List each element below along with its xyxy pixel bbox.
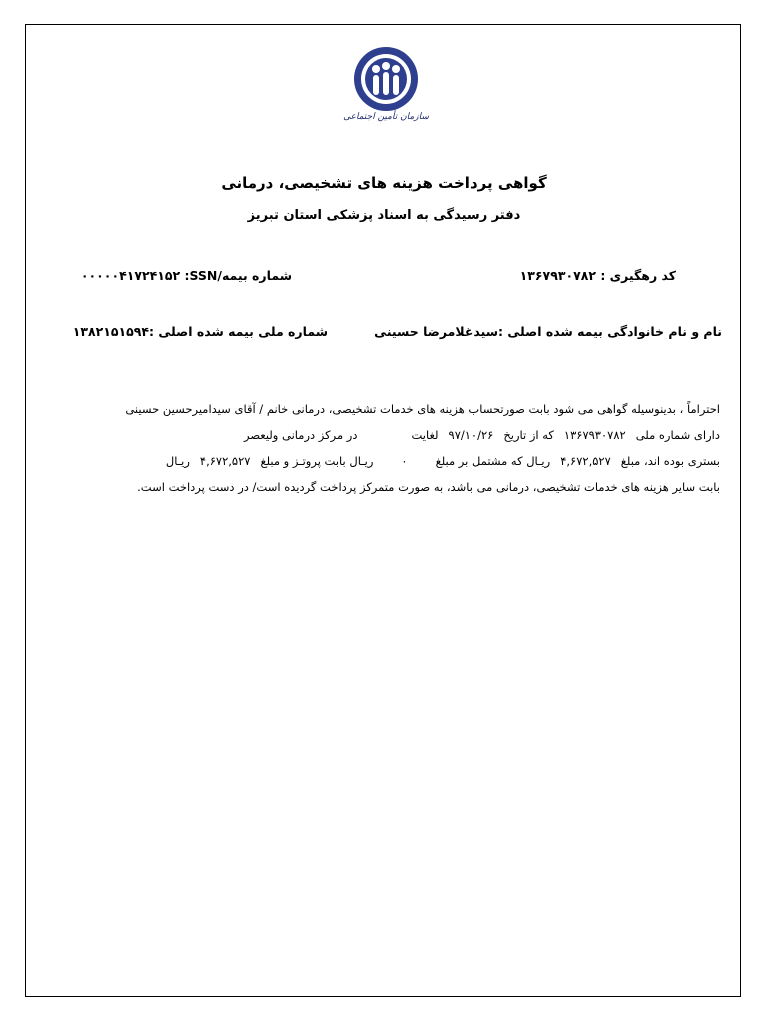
body-line-3-a: بستری بوده اند، مبلغ: [620, 454, 720, 468]
page-subtitle: دفتر رسیدگی به اسناد پزشکی استان تبریز: [247, 208, 521, 223]
body-line-2-c: لغایت: [411, 428, 439, 442]
insurance-number-value: ۰۰۰۰۰۴۱۷۲۴۱۵۲: [80, 268, 181, 283]
tracking-code-value: ۱۳۶۷۹۳۰۷۸۲: [519, 268, 596, 283]
document-border: [25, 24, 741, 997]
body-line-3-c: ریـال بابت پروتـز و مبلغ: [260, 454, 374, 468]
insured-name-label: نام و نام خانوادگی بیمه شده اصلی :: [498, 324, 722, 339]
certificate-body: [28, 396, 720, 500]
body-line-3-d: ریـال: [165, 454, 190, 468]
patient-national-id: ۱۳۶۷۹۳۰۷۸۲: [563, 428, 626, 442]
body-line-2-b: که از تاریخ: [503, 428, 554, 442]
body-line-3-b: ریـال که مشتمل بر مبلغ: [435, 454, 551, 468]
insured-name: [374, 324, 722, 339]
body-line-4: بابت سایر هزینه های خدمات تشخیصی، درمانی می باشد، به صورت متمرکز پرداخت گردیده است/ در دست پرداخت است.: [137, 480, 720, 494]
insurance-number-label: شماره بیمه/SSN:: [184, 268, 292, 283]
page-title: گواهی پرداخت هزینه های تشخیصی، درمانی: [221, 174, 547, 192]
insured-name-value: سیدغلامرضا حسینی: [374, 324, 499, 339]
body-line-3: [28, 448, 720, 474]
national-id-value: ۱۳۸۲۱۵۱۵۹۴: [72, 324, 150, 339]
logo-caption: سازمان تأمین اجتماعی: [343, 112, 429, 122]
other-costs-amount: ۴,۶۷۲,۵۲۷: [199, 454, 251, 468]
body-line-1: احتراماً ، بدینوسیله گواهی می شود بابت صورتحساب هزینه های خدمات تشخیصی، درمانی خانم / آقای سیدامیرحسین حسینی: [125, 402, 720, 416]
prosthesis-amount: ۰: [401, 454, 408, 468]
total-amount: ۴,۶۷۲,۵۲۷: [560, 454, 611, 468]
social-security-logo-icon: [352, 45, 420, 113]
national-id: [73, 324, 328, 339]
tracking-code: [520, 268, 676, 283]
body-line-2: [28, 422, 720, 448]
body-line-2-d: در مرکز درمانی ولیعصر: [243, 428, 358, 442]
body-line-2-a: دارای شماره ملی: [635, 428, 720, 442]
insurance-number: [81, 268, 292, 283]
national-id-label: شماره ملی بیمه شده اصلی :: [149, 324, 328, 339]
start-date: ۹۷/۱۰/۲۶: [448, 428, 494, 442]
tracking-code-label: کد رهگیری :: [600, 268, 676, 283]
